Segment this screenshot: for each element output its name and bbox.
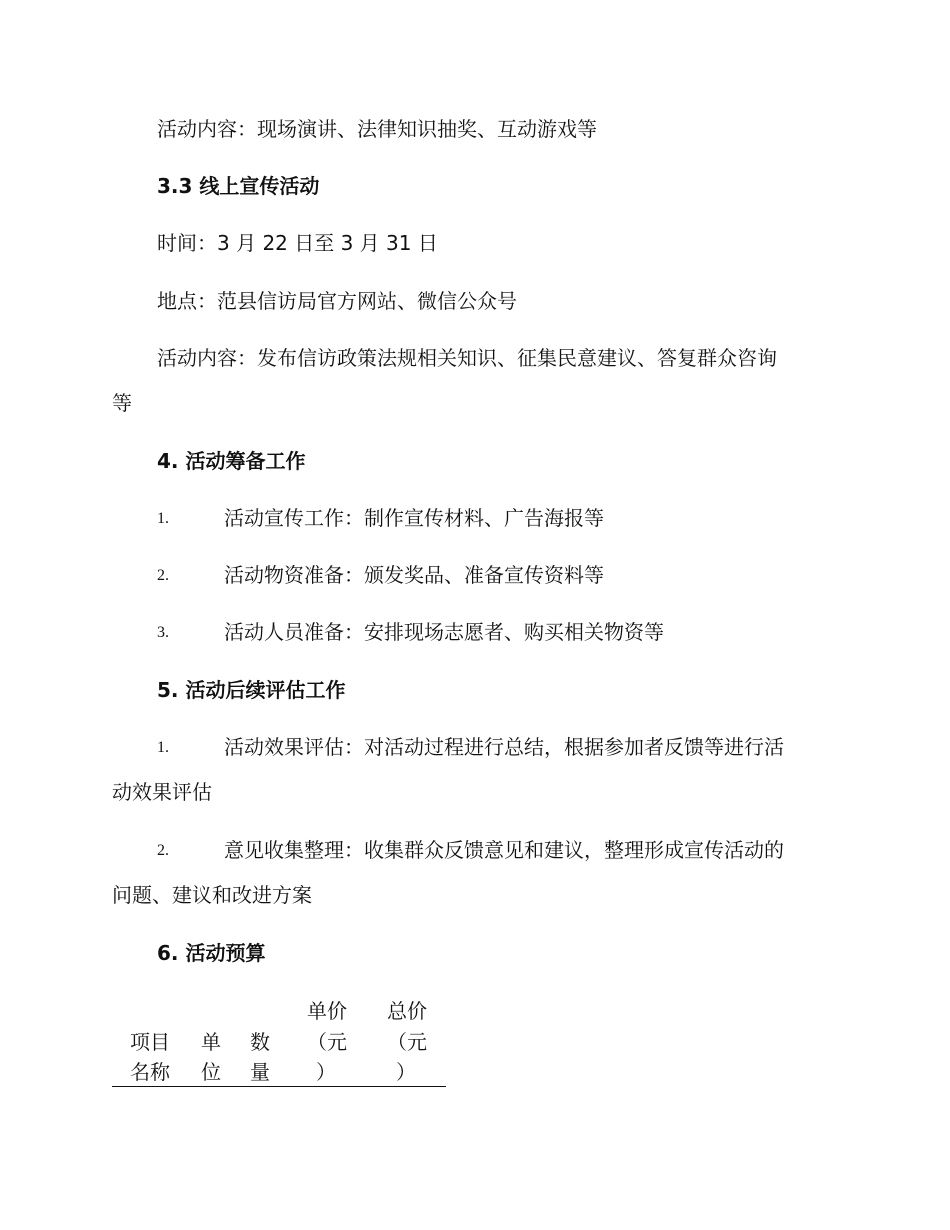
online-content-paragraph-line1: 活动内容：发布信访政策法规相关知识、征集民意建议、答复群众咨询 xyxy=(157,346,777,370)
list-text-line1: 意见收集整理：收集群众反馈意见和建议，整理形成宣传活动的 xyxy=(224,838,784,862)
list-text: 活动物资准备：颁发奖品、准备宣传资料等 xyxy=(224,563,604,587)
list-number: 1. xyxy=(157,739,169,756)
list-number: 1. xyxy=(157,510,169,527)
time-paragraph: 时间：3 月 22 日至 3 月 31 日 xyxy=(157,231,438,255)
list-number: 2. xyxy=(157,567,169,584)
list-text-line1: 活动效果评估：对活动过程进行总结，根据参加者反馈等进行活 xyxy=(224,735,784,759)
section-heading-6: 6. 活动预算 xyxy=(157,941,266,965)
list-text-line2: 问题、建议和改进方案 xyxy=(112,883,312,907)
section-heading-3-3: 3.3 线上宣传活动 xyxy=(157,174,320,198)
section-heading-5: 5. 活动后续评估工作 xyxy=(157,678,346,702)
section-heading-4: 4. 活动筹备工作 xyxy=(157,449,306,473)
list-text: 活动人员准备：安排现场志愿者、购买相关物资等 xyxy=(224,620,664,644)
online-content-paragraph-line2: 等 xyxy=(112,391,132,415)
list-text: 活动宣传工作：制作宣传材料、广告海报等 xyxy=(224,506,604,530)
list-text-line2: 动效果评估 xyxy=(112,780,212,804)
table-header-rule xyxy=(112,1086,446,1087)
list-number: 3. xyxy=(157,624,169,641)
activity-content-paragraph: 活动内容：现场演讲、法律知识抽奖、互动游戏等 xyxy=(157,117,597,141)
list-number: 2. xyxy=(157,842,169,859)
place-paragraph: 地点：范县信访局官方网站、微信公众号 xyxy=(157,289,517,313)
